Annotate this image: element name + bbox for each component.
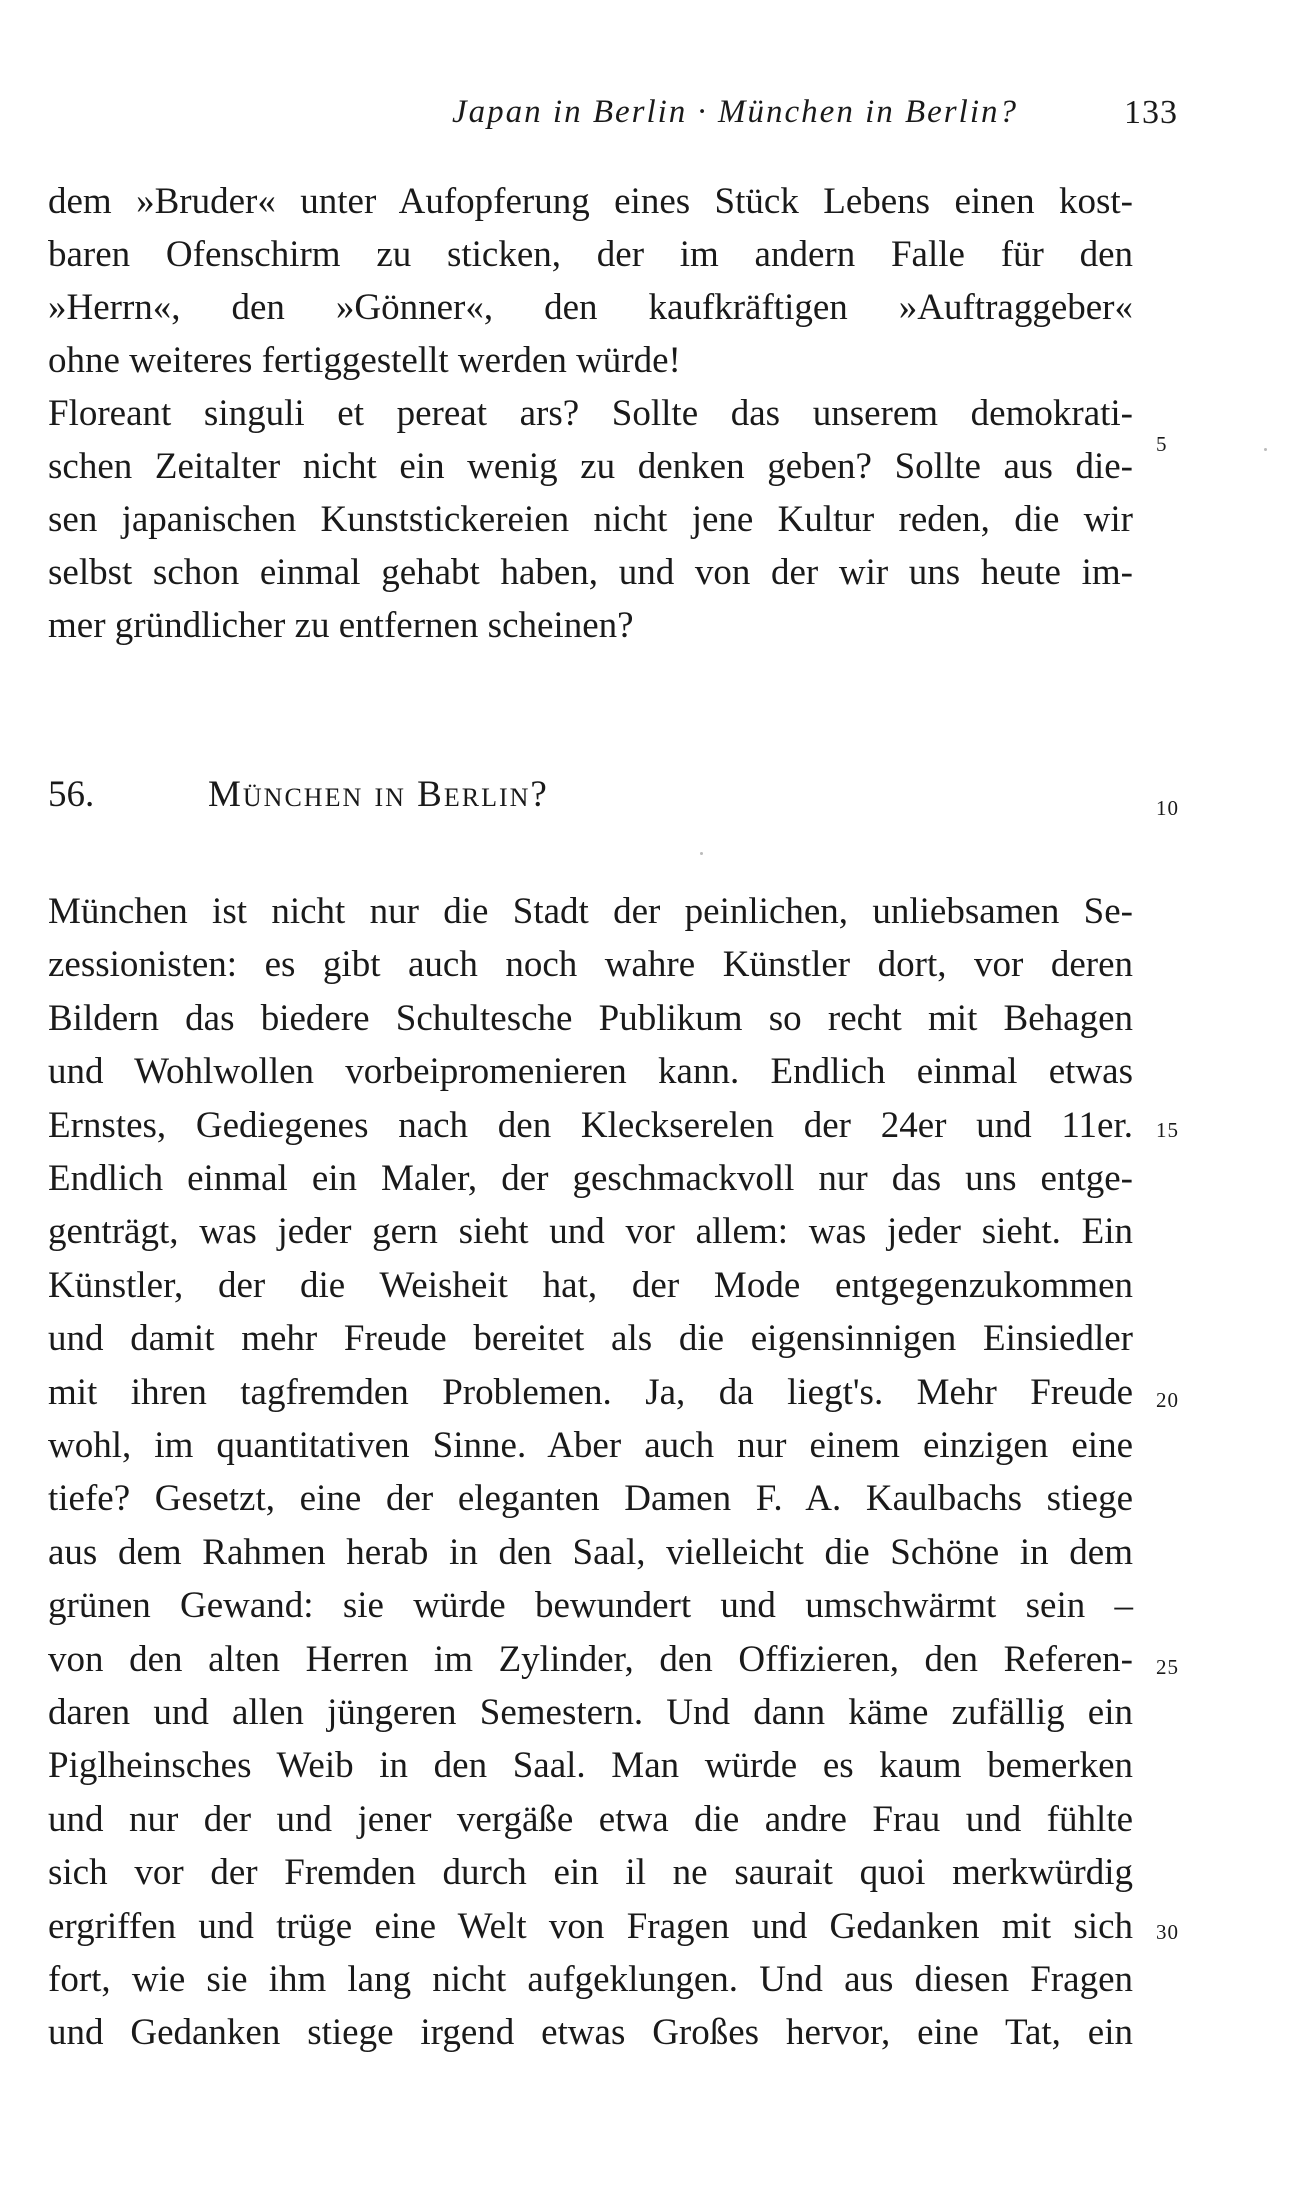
- text-line: daren und allen jüngeren Semestern. Und dann käme zufällig ein: [48, 1692, 1133, 1733]
- running-title: Japan in Berlin · München in Berlin?: [452, 94, 1018, 130]
- text-line: schen Zeitalter nicht ein wenig zu denken geben? Sollte aus die-: [48, 446, 1133, 487]
- scan-speck: [1264, 448, 1267, 451]
- page-number: 133: [1124, 94, 1178, 131]
- text-line: dem »Bruder« unter Aufopferung eines Stück Lebens einen kost-: [48, 181, 1133, 222]
- text-line: tiefe? Gesetzt, eine der eleganten Damen F. A. Kaulbachs stiege: [48, 1478, 1133, 1520]
- text-line: München ist nicht nur die Stadt der peinlichen, unliebsamen Se-: [48, 891, 1133, 932]
- text-line: sich vor der Fremden durch ein il ne saurait quoi merkwürdig: [48, 1852, 1133, 1894]
- text-line: zessionisten: es gibt auch noch wahre Künstler dort, vor deren: [48, 944, 1133, 986]
- line-number-5: 5: [1156, 432, 1168, 456]
- scan-speck: [700, 852, 703, 855]
- text-line: Künstler, der die Weisheit hat, der Mode entgegenzukommen: [48, 1264, 1133, 1306]
- text-line: ergriffen und trüge eine Welt von Fragen und Gedanken mit sich: [48, 1905, 1133, 1947]
- line-number-20: 20: [1156, 1388, 1179, 1412]
- text-line: ohne weiteres fertiggestellt werden würde!: [48, 340, 681, 381]
- text-line: und Gedanken stiege irgend etwas Großes hervor, eine Tat, ein: [48, 2012, 1133, 2054]
- line-number-10: 10: [1156, 796, 1179, 820]
- line-number-15: 15: [1156, 1118, 1179, 1142]
- text-line: genträgt, was jeder gern sieht und vor allem: was jeder sieht. Ein: [48, 1211, 1133, 1253]
- line-number-30: 30: [1156, 1920, 1179, 1944]
- text-line: Piglheinsches Weib in den Saal. Man würde es kaum bemerken: [48, 1745, 1133, 1787]
- text-line: und nur der und jener vergäße etwa die andre Frau und fühlte: [48, 1798, 1133, 1840]
- text-line: mit ihren tagfremden Problemen. Ja, da liegt's. Mehr Freude: [48, 1371, 1133, 1413]
- text-line: baren Ofenschirm zu sticken, der im andern Falle für den: [48, 234, 1133, 275]
- text-line: mer gründlicher zu entfernen scheinen?: [48, 605, 634, 646]
- text-line: Floreant singuli et pereat ars? Sollte das unserem demokrati-: [48, 393, 1133, 434]
- running-head: [48, 94, 1178, 144]
- text-line: »Herrn«, den »Gönner«, den kaufkräftigen »Auftraggeber«: [48, 287, 1133, 328]
- line-number-25: 25: [1156, 1655, 1179, 1679]
- text-line: Bildern das biedere Schultesche Publikum so recht mit Behagen: [48, 997, 1133, 1039]
- text-line: und damit mehr Freude bereitet als die eigensinnigen Einsiedler: [48, 1318, 1133, 1360]
- text-line: aus dem Rahmen herab in den Saal, vielleicht die Schöne in dem: [48, 1531, 1133, 1573]
- text-line: selbst schon einmal gehabt haben, und von der wir uns heute im-: [48, 552, 1133, 593]
- text-line: und Wohlwollen vorbeipromenieren kann. Endlich einmal etwas: [48, 1051, 1133, 1093]
- text-line: Ernstes, Gediegenes nach den Kleckserelen der 24er und 11er.: [48, 1104, 1133, 1146]
- text-line: sen japanischen Kunststickereien nicht jene Kultur reden, die wir: [48, 499, 1133, 540]
- text-line: fort, wie sie ihm lang nicht aufgeklungen. Und aus diesen Fragen: [48, 1959, 1133, 2000]
- text-line: wohl, im quantitativen Sinne. Aber auch nur einem einzigen eine: [48, 1425, 1133, 1466]
- text-line: von den alten Herren im Zylinder, den Offizieren, den Referen-: [48, 1638, 1133, 1680]
- section-number: 56.: [48, 774, 95, 815]
- text-line: grünen Gewand: sie würde bewundert und umschwärmt sein –: [48, 1585, 1133, 1627]
- section-heading: [48, 773, 1133, 828]
- text-line: Endlich einmal ein Maler, der geschmackvoll nur das uns entge-: [48, 1158, 1133, 1199]
- section-title: München in Berlin?: [208, 774, 549, 815]
